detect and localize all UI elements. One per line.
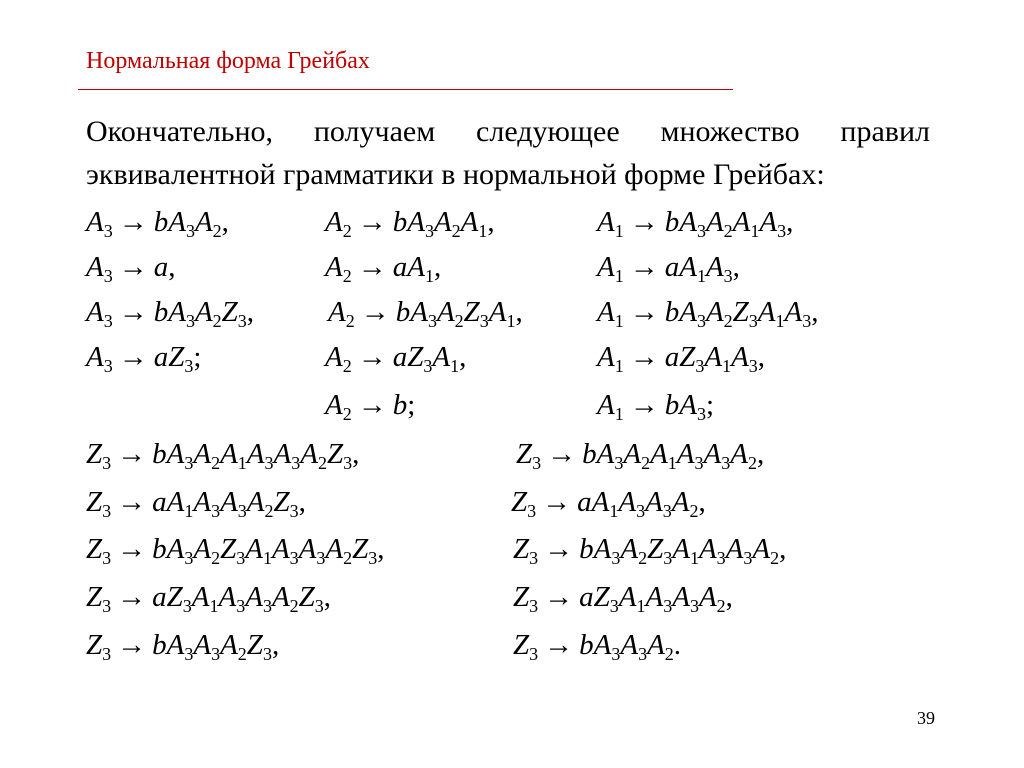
page-number: 39 [917,708,935,728]
rule-a2-5: $A_2 \to b$; [325,389,416,424]
rule-a3-3: $A_3 \to bA_3A_2Z_3$, [86,296,255,331]
intro-line-2: эквивалентной грамматики в нормальной форме Грейбах: [86,158,825,191]
rule-a1-2: $A_1 \to aA_1A_3$, [597,251,740,286]
rule-z3-left-5: $Z_3 \to bA_3A_3A_2Z_3$, [86,629,280,664]
rule-z3-right-1: $Z_3 \to bA_3A_2A_1A_3A_3A_2$, [516,438,765,473]
rule-a1-5: $A_1 \to bA_3$; [597,389,714,424]
rule-a3-4: $A_3 \to aZ_3$; [86,341,202,376]
rule-z3-right-2: $Z_3 \to aA_1A_3A_3A_2$, [511,486,706,521]
rule-a1-1: $A_1 \to bA_3A_2A_1A_3$, [597,206,794,241]
rule-a2-2: $A_2 \to aA_1$, [325,251,442,286]
rule-a3-2: $A_3 \to a$, [86,251,176,286]
rule-a2-4: $A_2 \to aZ_3A_1$, [325,341,467,376]
rule-a1-3: $A_1 \to bA_3A_2Z_3A_1A_3$, [597,296,819,331]
rule-z3-right-4: $Z_3 \to aZ_3A_1A_3A_3A_2$, [513,581,733,616]
rule-z3-right-3: $Z_3 \to bA_3A_2Z_3A_1A_3A_3A_2$, [513,533,787,568]
rule-z3-left-1: $Z_3 \to bA_3A_2A_1A_3A_3A_2Z_3$, [86,438,360,473]
intro-paragraph [86,110,930,196]
rule-a2-3: $A_2 \to bA_3A_2Z_3A_1$, [328,296,523,331]
rule-a2-1: $A_2 \to bA_3A_2A_1$, [325,206,495,241]
slide-title: Нормальная форма Грейбах [86,48,370,74]
rule-z3-left-4: $Z_3 \to aZ_3A_1A_3A_3A_2Z_3$, [86,581,332,616]
rule-a3-1: $A_3 \to bA_3A_2$, [86,206,229,241]
title-underline [78,89,733,90]
rule-z3-right-5: $Z_3 \to bA_3A_3A_2$. [513,629,682,664]
intro-line-1: Окончательно, получаем следующее множество правил [86,115,930,148]
rule-z3-left-2: $Z_3 \to aA_1A_3A_3A_2Z_3$, [86,486,306,521]
rule-z3-left-3: $Z_3 \to bA_3A_2Z_3A_1A_3A_3A_2Z_3$, [86,533,385,568]
rule-a1-4: $A_1 \to aZ_3A_1A_3$, [597,341,766,376]
